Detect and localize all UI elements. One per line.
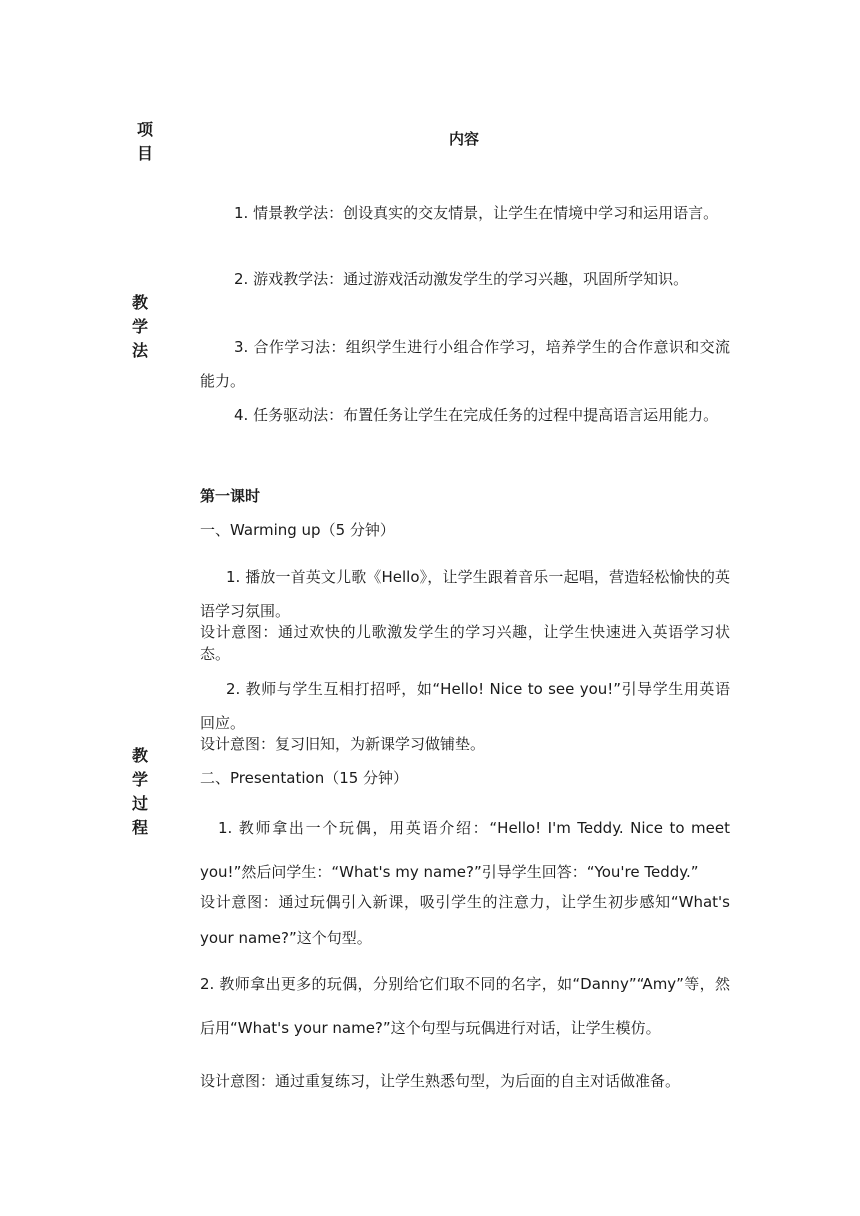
method-item: 2. 游戏教学法：通过游戏活动激发学生的学习兴趣，巩固所学知识。 — [234, 270, 689, 288]
method-item: 3. 合作学习法：组织学生进行小组合作学习，培养学生的合作意识和交流能力。 — [200, 338, 730, 390]
presentation-step-1: 1. 教师拿出一个玩偶，用英语介绍：“Hello! I'm Teddy. Nice to meet you!”然后问学生：“What's my name?”引导学生回答：“You're Teddy.” — [200, 819, 730, 881]
label-char: 教 — [131, 293, 148, 312]
teaching-process-label — [128, 744, 152, 840]
presentation-heading: 二、Presentation（15 分钟） — [200, 769, 409, 787]
header-content-label: 内容 — [449, 130, 480, 148]
label-char: 过 — [131, 794, 148, 813]
label-char: 程 — [131, 818, 148, 837]
presentation-step-1-intent: 设计意图：通过玩偶引入新课，吸引学生的注意力，让学生初步感知“What's your name?”这个句型。 — [200, 893, 730, 947]
header-project-char: 项 — [136, 120, 153, 139]
teaching-method-label — [128, 291, 152, 363]
label-char: 学 — [131, 317, 148, 336]
warmup-step-2-intent: 设计意图：复习旧知，为新课学习做铺垫。 — [200, 735, 486, 753]
label-char: 法 — [131, 341, 148, 360]
warmup-step-2: 2. 教师与学生互相打招呼，如“Hello! Nice to see you!”引导学生用英语回应。 — [200, 680, 730, 732]
warmup-step-1: 1. 播放一首英文儿歌《Hello》，让学生跟着音乐一起唱，营造轻松愉快的英语学习氛围。 — [200, 568, 730, 620]
method-item: 4. 任务驱动法：布置任务让学生在完成任务的过程中提高语言运用能力。 — [234, 406, 719, 424]
presentation-step-2: 2. 教师拿出更多的玩偶，分别给它们取不同的名字，如“Danny”“Amy”等，然后用“What's your name?”这个句型与玩偶进行对话，让学生模仿。 — [200, 975, 730, 1037]
warmup-step-1-intent: 设计意图：通过欢快的儿歌激发学生的学习兴趣，让学生快速进入英语学习状态。 — [200, 623, 730, 663]
warmup-heading: 一、Warming up（5 分钟） — [200, 521, 395, 539]
lesson-title: 第一课时 — [200, 487, 261, 505]
label-char: 教 — [131, 746, 148, 765]
method-item: 1. 情景教学法：创设真实的交友情景，让学生在情境中学习和运用语言。 — [234, 204, 719, 222]
label-char: 学 — [131, 770, 148, 789]
presentation-step-2-intent: 设计意图：通过重复练习，让学生熟悉句型，为后面的自主对话做准备。 — [200, 1072, 681, 1090]
header-project-label — [133, 118, 157, 166]
header-project-char: 目 — [136, 144, 153, 163]
